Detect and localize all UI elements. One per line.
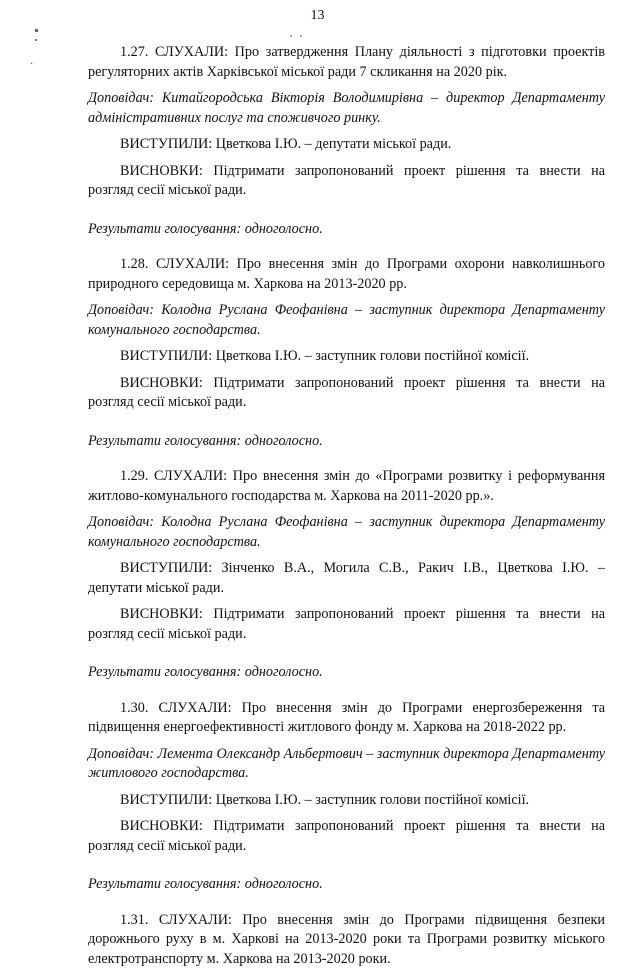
speaker-paragraph: Доповідач: Лемента Олександр Альбертович – заступник директора Департаменту житлового господарства. bbox=[88, 745, 606, 781]
conclusions-paragraph: ВИСНОВКИ: Підтримати запропонований проект рішення та внести на розгляд сесії міської ради. bbox=[88, 818, 605, 854]
protocol-item-1-27 bbox=[88, 43, 605, 239]
scan-speck bbox=[35, 29, 38, 32]
speaker-paragraph: Доповідач: Колодна Руслана Феофанівна – заступник директора Департаменту комунального господарства. bbox=[88, 514, 605, 550]
speaker-paragraph: Доповідач: Китайгородська Вікторія Володимирівна – директор Департаменту адміністративних послуг та споживчого ринку. bbox=[88, 90, 605, 126]
conclusions-paragraph: ВИСНОВКИ: Підтримати запропонований проект рішення та внести на розгляд сесії міської ради. bbox=[88, 606, 605, 642]
protocol-item-1-30 bbox=[88, 699, 605, 895]
protocol-item-1-31 bbox=[88, 911, 605, 970]
heard-paragraph: 1.30. СЛУХАЛИ: Про внесення змін до Програми енергозбереження та підвищення енергоефективності житлового фонду м. Харкова на 2018-2022 рр. bbox=[88, 699, 605, 735]
spoke-paragraph: ВИСТУПИЛИ: Зінченко В.А., Могила С.В., Ракич І.В., Цветкова І.Ю. – депутати міської ради. bbox=[88, 560, 605, 596]
heard-paragraph: 1.28. СЛУХАЛИ: Про внесення змін до Програми охорони навколишнього природного середовища м. Харкова на 2013-2020 рр. bbox=[88, 256, 605, 292]
voting-result: Результати голосування: одноголосно. bbox=[88, 220, 323, 237]
scan-speck bbox=[35, 39, 37, 41]
voting-result: Результати голосування: одноголосно. bbox=[88, 432, 323, 449]
heard-paragraph: 1.31. СЛУХАЛИ: Про внесення змін до Програми підвищення безпеки дорожнього руху в м. Харкові на 2013-2020 роки та Програми розвитку міського електротранспорту м. Харкова на 2013-2020 роки. bbox=[88, 911, 605, 967]
scan-speck bbox=[300, 35, 302, 37]
voting-result: Результати голосування: одноголосно. bbox=[88, 876, 323, 892]
protocol-content bbox=[88, 43, 605, 976]
conclusions-paragraph: ВИСНОВКИ: Підтримати запропонований проект рішення та внести на розгляд сесії міської ради. bbox=[88, 374, 605, 410]
heard-paragraph: 1.29. СЛУХАЛИ: Про внесення змін до «Програми розвитку і реформування житлово-комунального господарства м. Харкова на 2011-2020 рр.». bbox=[88, 468, 605, 504]
scan-speck: · bbox=[30, 59, 34, 70]
page-number: 13 bbox=[310, 8, 325, 23]
speaker-paragraph: Доповідач: Колодна Руслана Феофанівна – заступник директора Департаменту комунального господарства. bbox=[88, 302, 605, 338]
conclusions-paragraph: ВИСНОВКИ: Підтримати запропонований проект рішення та внести на розгляд сесії міської ради. bbox=[88, 162, 605, 198]
spoke-paragraph: ВИСТУПИЛИ: Цветкова І.Ю. – заступник голови постійної комісії. bbox=[120, 791, 530, 808]
spoke-paragraph: ВИСТУПИЛИ: Цветкова І.Ю. – заступник голови постійної комісії. bbox=[120, 348, 530, 364]
protocol-item-1-29 bbox=[88, 467, 605, 683]
voting-result: Результати голосування: одноголосно. bbox=[88, 664, 323, 680]
scan-speck bbox=[290, 35, 292, 37]
heard-paragraph: 1.27. СЛУХАЛИ: Про затвердження Плану діяльності з підготовки проектів регуляторних актів Харківської міської ради 7 скликання на 2020 рік. bbox=[88, 44, 605, 80]
spoke-paragraph: ВИСТУПИЛИ: Цветкова І.Ю. – депутати міської ради. bbox=[120, 136, 452, 152]
protocol-item-1-28 bbox=[88, 255, 605, 451]
